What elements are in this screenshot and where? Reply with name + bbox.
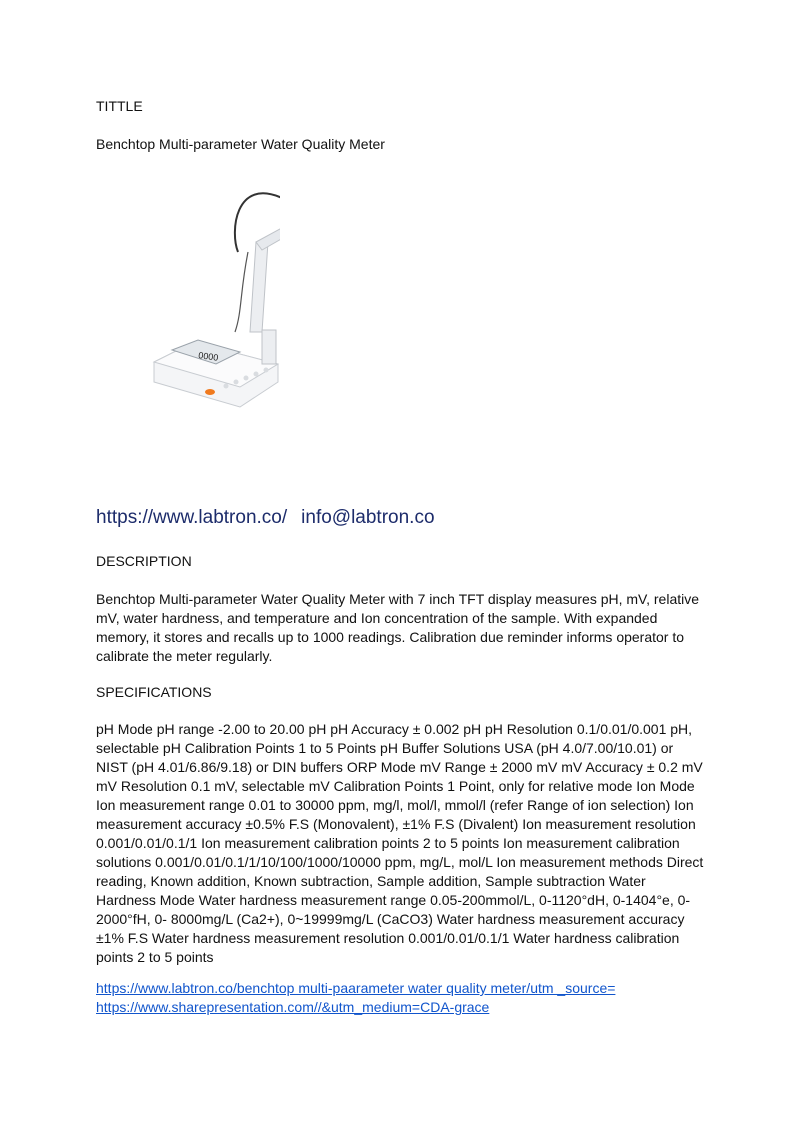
ph-meter-icon (150, 182, 280, 432)
contact-line (96, 506, 435, 530)
specifications-body: pH Mode pH range -2.00 to 20.00 pH pH Accuracy ± 0.002 pH pH Resolution 0.1/0.01/0.001 pH, selectable pH Calibration Points 1 to 5 Points pH Buffer Solutions USA (pH 4.0/7.00/10.01) or NIST (pH 4.01/6.86/9.18) or DIN buffers ORP Mode mV Range ± 2000 mV mV Accuracy ± 0.2 mV mV Resolution 0.1 mV, selectable mV Calibration Points 1 Point, only for relative mode Ion Mode Ion measurement range 0.01 to 30000 ppm, mg/l, mol/l, mmol/l (refer Range of ion selection) Ion measurement accuracy ±0.5% F.S (Monovalent), ±1% F.S (Divalent) Ion measurement resolution 0.001/0.01/0.1/1 Ion measurement calibration points 2 to 5 points Ion measurement calibration solutions 0.001/0.01/0.1/1/10/100/1000/10000 ppm, mg/L, mol/L Ion measurement methods Direct reading, Known addition, Known subtraction, Sample addition, Sample subtraction Water Hardness Mode Water hardness measurement range 0.05-200mmol/L, 0-1120°dH, 0-1404°e, 0-2000°fH, 0- 8000mg/L (Ca2+), 0~19999mg/L (CaCO3) Water hardness measurement accuracy ±1% F.S Water hardness measurement resolution 0.001/0.01/0.1/1 Water hardness calibration points 2 to 5 points (96, 721, 704, 965)
display-reading: 0000 (197, 350, 219, 363)
website-link[interactable]: https://www.labtron.co/ (96, 507, 288, 528)
specifications-heading: SPECIFICATIONS (96, 684, 212, 700)
page-heading: TITTLE (96, 98, 143, 114)
product-title: Benchtop Multi-parameter Water Quality Meter (96, 136, 385, 152)
description-body: Benchtop Multi-parameter Water Quality Meter with 7 inch TFT display measures pH, mV, relative mV, water hardness, and temperature and Ion concentration of the sample. With expanded memory, it stores and recalls up to 1000 readings. Calibration due reminder informs operator to calibrate the meter regularly. (96, 591, 700, 664)
product-url-link[interactable]: https://www.labtron.co/benchtop multi-paarameter water quality meter/utm _source=https://www.sharepresentation.com//&utm_medium=CDA-grace (96, 980, 616, 1015)
description-heading: DESCRIPTION (96, 553, 192, 569)
email-link[interactable]: info@labtron.co (301, 507, 435, 528)
